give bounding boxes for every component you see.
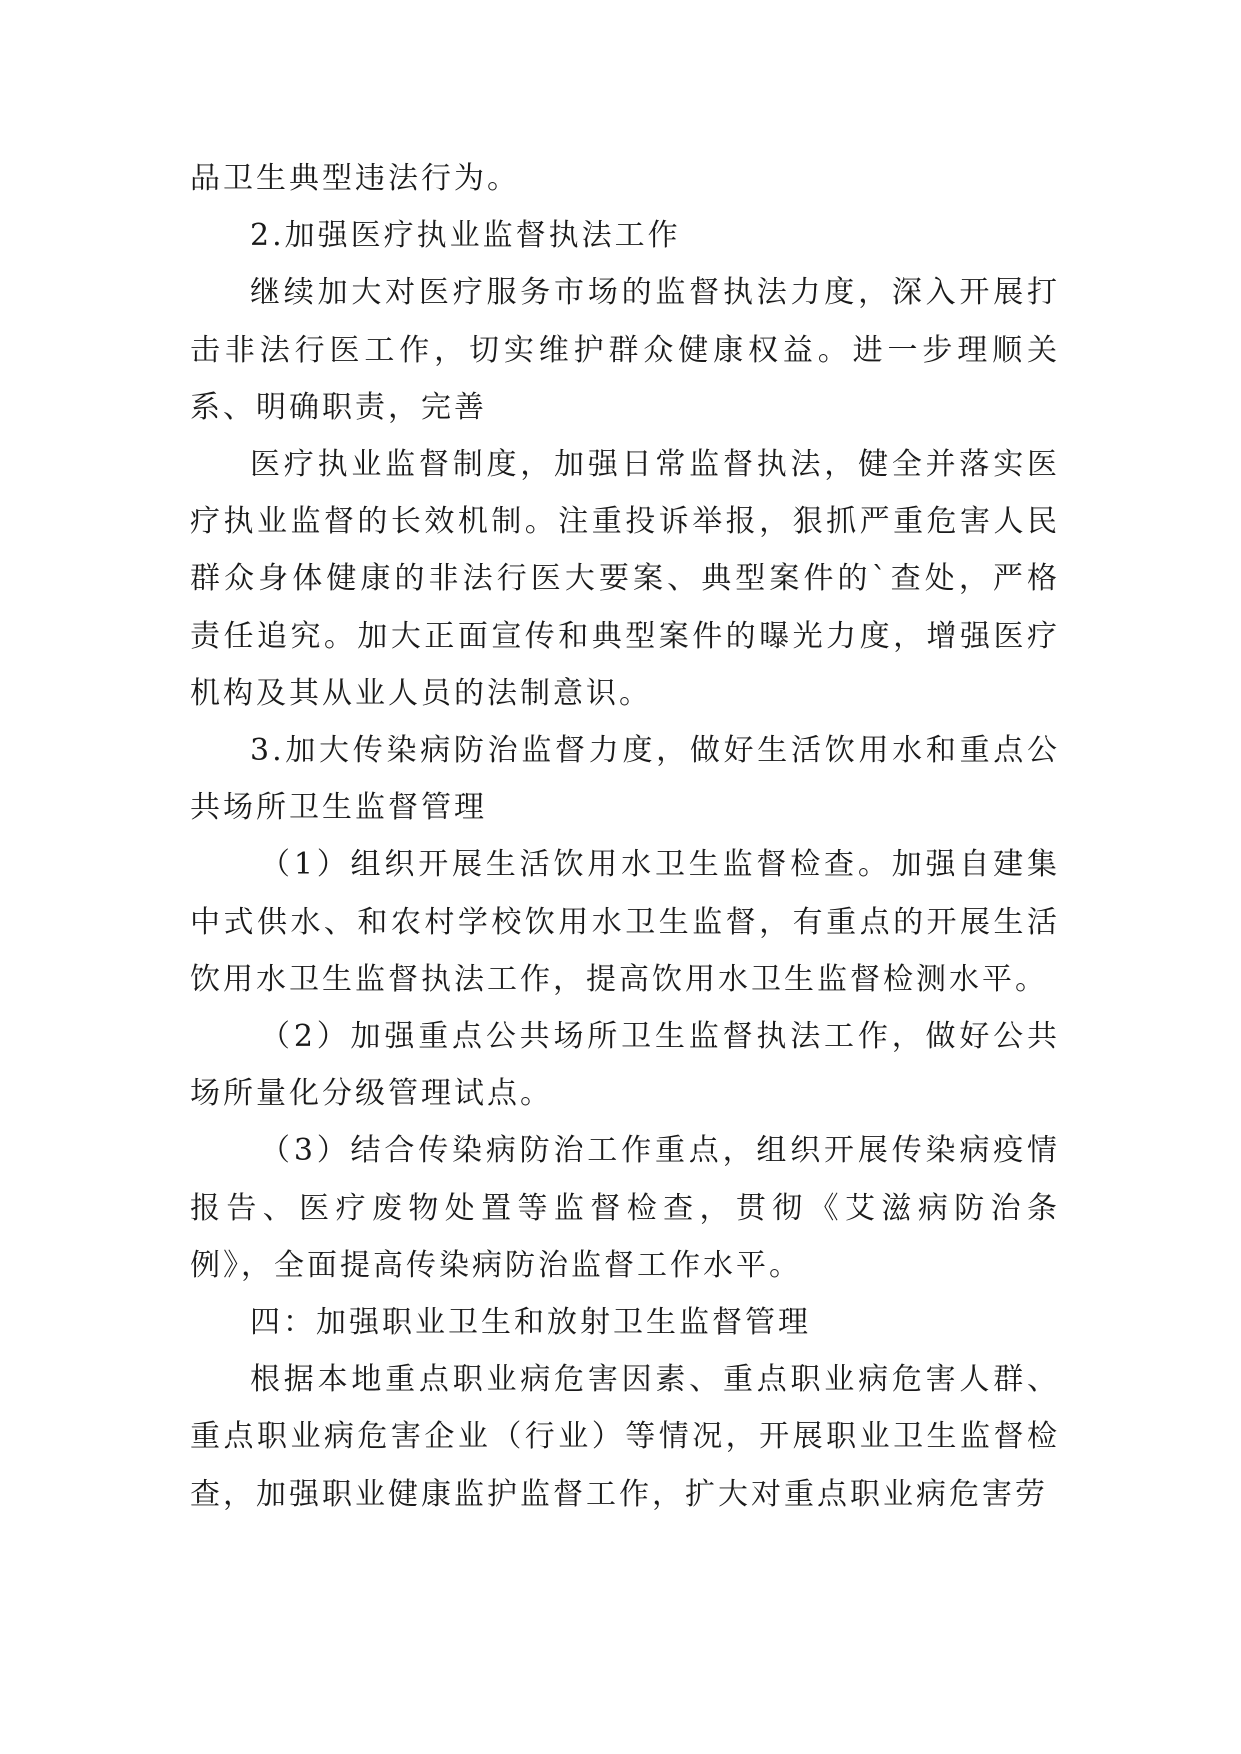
- document-body: [190, 150, 1060, 1523]
- list-item-3: （3）结合传染病防治工作重点，组织开展传染病疫情报告、医疗废物处置等监督检查，贯彻《艾滋病防治条例》，全面提高传染病防治监督工作水平。: [190, 1133, 1060, 1283]
- list-item-2: （2）加强重点公共场所卫生监督执法工作，做好公共场所量化分级管理试点。: [190, 1019, 1060, 1112]
- section-heading-2: 2.加强医疗执业监督执法工作: [250, 218, 681, 254]
- paragraph-continuation: 品卫生典型违法行为。: [190, 161, 520, 196]
- section-heading-4: 四：加强职业卫生和放射卫生监督管理: [250, 1305, 811, 1341]
- list-item-1: （1）组织开展生活饮用水卫生监督检查。加强自建集中式供水、和农村学校饮用水卫生监督，有重点的开展生活饮用水卫生监督执法工作，提高饮用水卫生监督检测水平。: [190, 847, 1060, 997]
- paragraph: 继续加大对医疗服务市场的监督执法力度，深入开展打击非法行医工作，切实维护群众健康权益。进一步理顺关系、明确职责，完善: [190, 275, 1060, 425]
- paragraph: 根据本地重点职业病危害因素、重点职业病危害人群、重点职业病危害企业（行业）等情况，开展职业卫生监督检查，加强职业健康监护监督工作，扩大对重点职业病危害劳: [190, 1362, 1060, 1512]
- paragraph: 医疗执业监督制度，加强日常监督执法，健全并落实医疗执业监督的长效机制。注重投诉举报，狠抓严重危害人民群众身体健康的非法行医大要案、典型案件的`查处，严格责任追究。加大正面宣传和典型案件的曝光力度，增强医疗机构及其从业人员的法制意识。: [190, 447, 1060, 711]
- section-heading-3: 3.加大传染病防治监督力度，做好生活饮用水和重点公共场所卫生监督管理: [190, 733, 1060, 826]
